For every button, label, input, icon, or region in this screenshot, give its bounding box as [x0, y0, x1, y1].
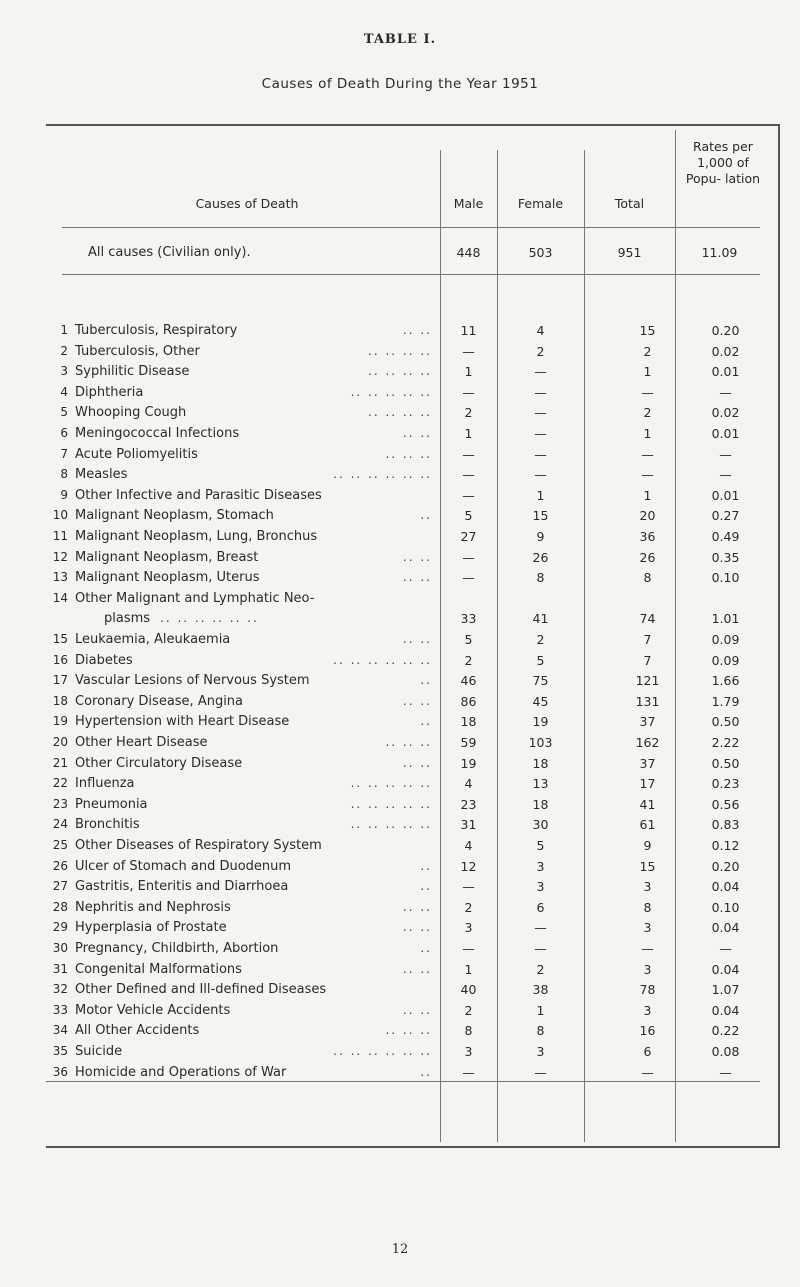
total-count: 15	[639, 323, 656, 338]
male-count: 3	[464, 920, 473, 936]
rate-value: 0.09	[711, 632, 740, 647]
total-count: 37	[639, 755, 656, 771]
all-causes-male: 448	[456, 245, 481, 260]
female-count: 5	[536, 652, 545, 668]
leader-dots: ..	[420, 879, 432, 894]
row-number: 34	[52, 1023, 68, 1038]
male-count: 27	[460, 529, 477, 544]
leader-dots: ..	[420, 1064, 432, 1079]
all-causes-female: 503	[528, 245, 553, 260]
leader-dots: ..	[420, 673, 432, 688]
female-count: 18	[532, 796, 549, 812]
total-count: 2	[643, 405, 652, 421]
female-count: —	[534, 426, 547, 441]
row-number: 24	[52, 817, 68, 832]
female-count: —	[534, 405, 547, 421]
rate-value: 0.23	[711, 776, 740, 792]
row-number: 36	[52, 1064, 68, 1079]
leader-dots: .. ..	[402, 426, 432, 440]
female-count: 75	[532, 673, 549, 689]
male-count: 8	[464, 1023, 473, 1039]
leader-dots: .. .. .. .. .. ..	[333, 652, 432, 667]
male-count: 23	[460, 796, 477, 812]
female-count: 3	[536, 858, 545, 874]
female-count: 2	[536, 961, 545, 977]
total-count: 61	[639, 817, 656, 833]
female-count: 15	[532, 508, 549, 524]
female-count: —	[534, 941, 547, 956]
row-number: 22	[52, 776, 68, 791]
female-count: 13	[532, 776, 549, 792]
row-number: 23	[52, 796, 68, 811]
row-number: 18	[52, 693, 68, 708]
male-count: 4	[464, 838, 473, 853]
bottom-rule	[46, 1081, 760, 1082]
female-count: —	[534, 446, 547, 462]
row-number: 3	[60, 364, 68, 379]
total-count: 26	[639, 549, 656, 565]
male-count: 46	[460, 673, 477, 689]
cause-name: Leukaemia, Aleukaemia	[75, 632, 231, 647]
rate-value: 0.20	[711, 323, 740, 338]
total-count: 7	[643, 652, 652, 668]
cause-name: Other Defined and Ill-defined Diseases	[75, 982, 327, 998]
leader-dots: .. ..	[402, 570, 432, 585]
leader-dots: ..	[420, 714, 432, 729]
total-count: —	[641, 941, 654, 956]
female-count: 19	[532, 714, 549, 730]
female-count: 5	[536, 838, 545, 853]
male-count: 2	[464, 652, 473, 668]
row-number: 17	[52, 673, 68, 688]
rate-value: —	[719, 446, 732, 462]
total-count: 37	[639, 714, 656, 730]
leader-dots: .. ..	[402, 920, 432, 935]
total-count: 1	[643, 364, 652, 380]
cause-name: Motor Vehicle Accidents	[75, 1002, 231, 1018]
rate-value: 1.66	[711, 673, 740, 689]
female-count: 45	[532, 693, 549, 709]
cause-name: Gastritis, Enteritis and Diarrhoea	[75, 879, 289, 895]
all-causes-rate: 11.09	[701, 245, 738, 260]
page-number: 12	[391, 1242, 409, 1257]
rate-value: —	[719, 467, 732, 483]
male-count: 2	[464, 405, 473, 421]
row-number: 7	[60, 446, 68, 461]
total-count: 3	[643, 1002, 652, 1018]
male-count: —	[462, 879, 475, 895]
row-number: 6	[60, 426, 68, 440]
rate-value: 0.35	[711, 549, 740, 565]
cause-name: Pregnancy, Childbirth, Abortion	[75, 941, 279, 956]
female-count: 1	[536, 487, 545, 503]
female-count: 41	[532, 611, 549, 627]
cause-name: Ulcer of Stomach and Duodenum	[75, 858, 292, 874]
male-count: —	[462, 446, 475, 462]
total-count: —	[641, 446, 654, 462]
rate-value: 0.83	[711, 817, 740, 833]
cause-name: Malignant Neoplasm, Lung, Bronchus	[75, 529, 318, 544]
male-count: 1	[464, 426, 473, 441]
row-number: 19	[52, 714, 68, 729]
leader-dots: ..	[420, 508, 432, 523]
row-number: 30	[52, 941, 68, 955]
male-count: —	[462, 941, 475, 956]
rate-value: 2.22	[711, 735, 740, 750]
male-count: —	[462, 384, 475, 400]
leader-dots: .. ..	[402, 899, 432, 914]
male-count: 5	[464, 632, 473, 647]
row-number: 1	[60, 323, 68, 337]
cause-name: Hyperplasia of Prostate	[75, 920, 227, 936]
rate-value: 0.50	[711, 714, 740, 730]
table-title: Causes of Death During the Year 1951	[261, 76, 539, 92]
female-count: 2	[536, 343, 545, 359]
cause-name: Suicide	[75, 1044, 123, 1059]
leader-dots: .. .. .. .. .. ..	[333, 467, 432, 482]
male-count: 1	[464, 961, 473, 977]
row-number: 20	[52, 735, 68, 749]
leader-dots: .. ..	[402, 1002, 432, 1017]
female-count: 1	[536, 1002, 545, 1018]
cause-name: Other Circulatory Disease	[75, 755, 243, 771]
header-rate: Rates per 1,000 of Popu- lation	[685, 139, 761, 186]
rate-value: 0.27	[711, 508, 740, 524]
leader-dots: .. .. ..	[385, 1023, 432, 1038]
header-male: Male	[453, 196, 484, 211]
leader-dots: ..	[420, 858, 432, 873]
cause-name: Diabetes	[75, 652, 133, 668]
rate-value: 0.01	[711, 426, 740, 441]
rate-value: 0.22	[711, 1023, 740, 1039]
cause-name: Vascular Lesions of Nervous System	[75, 673, 310, 689]
cause-name: Other Heart Disease	[75, 735, 208, 750]
cause-name: Tuberculosis, Respiratory	[75, 323, 238, 338]
cause-name: Pneumonia	[75, 796, 148, 812]
row-number: 27	[52, 879, 68, 894]
female-count: 3	[536, 879, 545, 895]
cause-name-continued: plasms	[104, 611, 151, 627]
row-number: 8	[60, 467, 68, 482]
female-count: —	[534, 920, 547, 936]
rate-value: 0.02	[711, 405, 740, 421]
rate-value: 0.04	[711, 1002, 740, 1018]
all-causes-total: 951	[617, 245, 642, 260]
rate-value: —	[719, 941, 732, 956]
male-count: 2	[464, 1002, 473, 1018]
total-count: —	[641, 467, 654, 483]
rate-value: —	[719, 384, 732, 400]
rate-value: 0.04	[711, 879, 740, 895]
row-number: 31	[52, 961, 68, 976]
male-count: 31	[460, 817, 477, 833]
row-number: 25	[52, 838, 68, 852]
total-count: 74	[639, 611, 656, 627]
leader-dots: .. .. .. .. ..	[350, 384, 432, 399]
row-number: 16	[52, 652, 68, 667]
total-count: 9	[643, 838, 652, 853]
female-count: 4	[536, 323, 545, 338]
cause-name: Whooping Cough	[75, 405, 187, 421]
total-count: 6	[643, 1044, 652, 1059]
female-count: 18	[532, 755, 549, 771]
male-count: 5	[464, 508, 473, 524]
total-count: 17	[639, 776, 656, 792]
leader-dots: .. .. .. ..	[368, 364, 432, 379]
leader-dots: .. .. .. .. .. ..	[333, 1044, 432, 1058]
total-count: 1	[643, 487, 652, 503]
rate-value: 0.08	[711, 1044, 740, 1059]
leader-dots: .. .. .. .. .. ..	[160, 611, 259, 626]
female-count: —	[534, 364, 547, 380]
header-rule	[62, 227, 760, 228]
total-count: 15	[639, 858, 656, 874]
male-count: 2	[464, 899, 473, 915]
total-count: 8	[643, 570, 652, 586]
total-count: 78	[639, 982, 656, 998]
male-count: —	[462, 549, 475, 565]
total-count: 121	[635, 673, 660, 689]
leader-dots: .. .. .. .. ..	[350, 796, 432, 811]
header-total: Total	[614, 196, 645, 211]
total-count: 3	[643, 961, 652, 977]
male-count: 59	[460, 735, 477, 750]
all-causes-rule	[62, 274, 760, 275]
male-count: —	[462, 1064, 475, 1080]
leader-dots: .. .. .. .. ..	[350, 776, 432, 791]
cause-name: Congenital Malformations	[75, 961, 242, 977]
male-count: 86	[460, 693, 477, 709]
rate-value: 0.04	[711, 920, 740, 936]
cause-name: Influenza	[75, 776, 135, 792]
all-causes-label: All causes (Civilian only).	[88, 245, 251, 260]
cause-name: Malignant Neoplasm, Uterus	[75, 570, 260, 586]
rate-value: 0.20	[711, 858, 740, 874]
row-number: 21	[52, 755, 68, 770]
male-count: —	[462, 570, 475, 586]
female-count: 103	[528, 735, 553, 750]
total-count: 3	[643, 920, 652, 936]
cause-name: All Other Accidents	[75, 1023, 200, 1039]
leader-dots: .. ..	[402, 755, 432, 770]
total-count: 3	[643, 879, 652, 895]
male-count: 19	[460, 755, 477, 771]
cause-name: Other Infective and Parasitic Diseases	[75, 487, 322, 503]
leader-dots: .. .. .. ..	[368, 405, 432, 420]
cause-name: Nephritis and Nephrosis	[75, 899, 231, 915]
male-count: 18	[460, 714, 477, 730]
rate-value: 0.56	[711, 796, 740, 812]
rate-value: 0.04	[711, 961, 740, 977]
row-number: 2	[60, 343, 68, 358]
male-count: 33	[460, 611, 477, 627]
row-number: 5	[60, 405, 68, 420]
total-count: 2	[643, 343, 652, 359]
male-count: —	[462, 467, 475, 483]
leader-dots: .. .. .. ..	[368, 343, 432, 358]
total-count: —	[641, 1064, 654, 1080]
rate-value: —	[719, 1064, 732, 1080]
male-count: 1	[464, 364, 473, 380]
female-count: 38	[532, 982, 549, 998]
row-number: 14	[52, 590, 68, 605]
row-number: 26	[52, 858, 68, 873]
female-count: —	[534, 1064, 547, 1080]
female-count: 3	[536, 1044, 545, 1059]
rate-value: 1.07	[711, 982, 740, 998]
cause-name: Homicide and Operations of War	[75, 1064, 287, 1080]
row-number: 29	[52, 920, 68, 935]
male-count: —	[462, 343, 475, 359]
female-count: 2	[536, 632, 545, 647]
header-cause: Causes of Death	[195, 196, 299, 211]
leader-dots: .. .. ..	[385, 735, 432, 749]
row-number: 12	[52, 549, 68, 564]
total-count: 131	[635, 693, 660, 709]
total-count: 162	[635, 735, 660, 750]
female-count: 30	[532, 817, 549, 833]
female-count: 26	[532, 549, 549, 565]
rate-value: 0.49	[711, 529, 740, 544]
leader-dots: ..	[420, 941, 432, 955]
rate-value: 0.09	[711, 652, 740, 668]
cause-name: Hypertension with Heart Disease	[75, 714, 290, 730]
male-count: 4	[464, 776, 473, 792]
total-count: 16	[639, 1023, 656, 1039]
row-number: 9	[60, 487, 68, 502]
female-count: 9	[536, 529, 545, 544]
rate-value: 0.10	[711, 899, 740, 915]
row-number: 33	[52, 1002, 68, 1017]
rate-value: 0.12	[711, 838, 740, 853]
male-count: 40	[460, 982, 477, 998]
row-number: 15	[52, 632, 68, 646]
female-count: 8	[536, 570, 545, 586]
cause-name: Measles	[75, 467, 128, 483]
cause-name: Syphilitic Disease	[75, 364, 190, 380]
rate-value: 0.10	[711, 570, 740, 586]
rate-value: 1.01	[711, 611, 740, 627]
cause-name: Tuberculosis, Other	[75, 343, 200, 359]
male-count: 3	[464, 1044, 473, 1059]
total-count: 36	[639, 529, 656, 544]
rate-value: 1.79	[711, 693, 740, 709]
rate-value: 0.50	[711, 755, 740, 771]
leader-dots: .. ..	[402, 961, 432, 976]
table-label: TABLE I.	[363, 32, 437, 47]
cause-name: Coronary Disease, Angina	[75, 693, 244, 709]
female-count: 6	[536, 899, 545, 915]
rate-value: 0.02	[711, 343, 740, 359]
total-count: —	[641, 384, 654, 400]
header-female: Female	[517, 196, 564, 211]
leader-dots: .. ..	[402, 693, 432, 708]
leader-dots: .. ..	[402, 549, 432, 564]
leader-dots: .. .. ..	[385, 446, 432, 461]
leader-dots: .. ..	[402, 632, 432, 646]
female-count: 8	[536, 1023, 545, 1039]
cause-name: Meningococcal Infections	[75, 426, 240, 441]
cause-name: Malignant Neoplasm, Stomach	[75, 508, 274, 524]
total-count: 1	[643, 426, 652, 441]
male-count: 12	[460, 858, 477, 874]
female-count: —	[534, 384, 547, 400]
row-number: 10	[52, 508, 68, 523]
leader-dots: .. ..	[402, 323, 432, 337]
male-count: 11	[460, 323, 477, 338]
row-number: 35	[52, 1044, 68, 1058]
row-number: 4	[60, 384, 68, 399]
row-number: 13	[52, 570, 68, 585]
total-count: 8	[643, 899, 652, 915]
cause-name: Other Diseases of Respiratory System	[75, 838, 322, 853]
rate-value: 0.01	[711, 487, 740, 503]
total-count: 7	[643, 632, 652, 647]
cause-name: Acute Poliomyelitis	[75, 446, 198, 462]
cause-name: Malignant Neoplasm, Breast	[75, 549, 259, 565]
male-count: —	[462, 487, 475, 503]
row-number: 28	[52, 899, 68, 914]
female-count: —	[534, 467, 547, 483]
row-number: 11	[52, 529, 68, 543]
row-number: 32	[52, 982, 68, 997]
rate-value: 0.01	[711, 364, 740, 380]
cause-name: Diphtheria	[75, 384, 144, 400]
total-count: 41	[639, 796, 656, 812]
total-count: 20	[639, 508, 656, 524]
cause-name: Bronchitis	[75, 817, 140, 833]
cause-name: Other Malignant and Lymphatic Neo-	[75, 590, 315, 606]
leader-dots: .. .. .. .. ..	[350, 817, 432, 832]
